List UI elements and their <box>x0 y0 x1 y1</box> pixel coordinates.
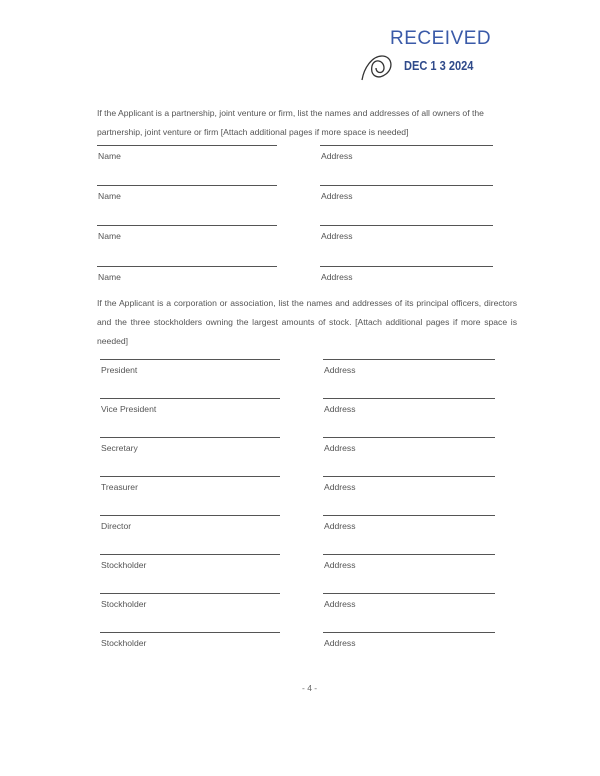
form-row <box>0 266 600 280</box>
form-row <box>0 145 600 159</box>
address-label: Address <box>321 271 353 282</box>
name-label: Name <box>98 151 121 161</box>
name-label: Name <box>98 271 121 282</box>
name-label: Secretary <box>101 443 138 453</box>
address-blank-line <box>323 554 495 555</box>
name-blank-line <box>100 593 280 594</box>
address-label: Address <box>324 404 356 414</box>
name-blank-line <box>100 632 280 633</box>
address-blank-line <box>320 225 493 226</box>
address-blank-line <box>323 398 495 399</box>
name-blank-line <box>100 515 280 516</box>
address-blank-line <box>323 359 495 360</box>
page-number: - 4 - <box>302 683 318 693</box>
address-blank-line <box>320 145 493 146</box>
name-blank-line <box>100 398 280 399</box>
name-label: Stockholder <box>101 599 147 609</box>
stamp-title: RECEIVED <box>390 28 492 49</box>
address-blank-line <box>323 632 495 633</box>
address-label: Address <box>324 638 356 648</box>
name-blank-line <box>100 359 280 360</box>
stamp-date: DEC 1 3 2024 <box>404 58 474 73</box>
name-label: Treasurer <box>101 482 138 492</box>
form-row <box>0 476 600 490</box>
form-row <box>0 437 600 451</box>
address-blank-line <box>323 476 495 477</box>
address-blank-line <box>323 593 495 594</box>
name-blank-line <box>97 266 277 267</box>
name-blank-line <box>100 476 280 477</box>
form-row <box>0 185 600 202</box>
form-row <box>0 359 600 373</box>
name-label: Name <box>98 191 121 202</box>
name-blank-line <box>97 225 277 226</box>
signature-mark <box>358 46 398 86</box>
form-row <box>0 515 600 529</box>
form-row <box>0 593 600 607</box>
address-label: Address <box>324 560 356 570</box>
name-blank-line <box>100 437 280 438</box>
name-label: President <box>101 365 138 375</box>
address-label: Address <box>324 443 356 453</box>
address-label: Address <box>321 151 353 161</box>
address-blank-line <box>323 437 495 438</box>
address-blank-line <box>323 515 495 516</box>
address-blank-line <box>320 266 493 267</box>
name-blank-line <box>97 185 277 186</box>
name-label: Director <box>101 521 132 531</box>
form-row <box>0 225 600 242</box>
address-blank-line <box>320 185 493 186</box>
address-label: Address <box>324 365 356 375</box>
corporation-instructions: If the Applicant is a corporation or association, list the names and addresses of its principal officers, directors and the three stockholders owning the largest amounts of stock. [Attach additional pages if more space is needed] <box>97 298 517 346</box>
address-label: Address <box>321 231 353 242</box>
name-label: Vice President <box>101 404 157 414</box>
address-label: Address <box>324 521 356 531</box>
name-blank-line <box>97 145 277 146</box>
form-row <box>0 554 600 568</box>
address-label: Address <box>324 599 356 609</box>
name-label: Stockholder <box>101 638 147 648</box>
partnership-instructions: If the Applicant is a partnership, joint venture or firm, list the names and addresses of all owners of the partnership, joint venture or firm [Attach additional pages if more space is needed] <box>97 108 484 137</box>
form-row <box>0 398 600 412</box>
name-blank-line <box>100 554 280 555</box>
form-row <box>0 632 600 646</box>
name-label: Stockholder <box>101 560 147 570</box>
received-stamp <box>360 26 520 86</box>
address-label: Address <box>324 482 356 492</box>
address-label: Address <box>321 191 353 202</box>
name-label: Name <box>98 231 121 242</box>
